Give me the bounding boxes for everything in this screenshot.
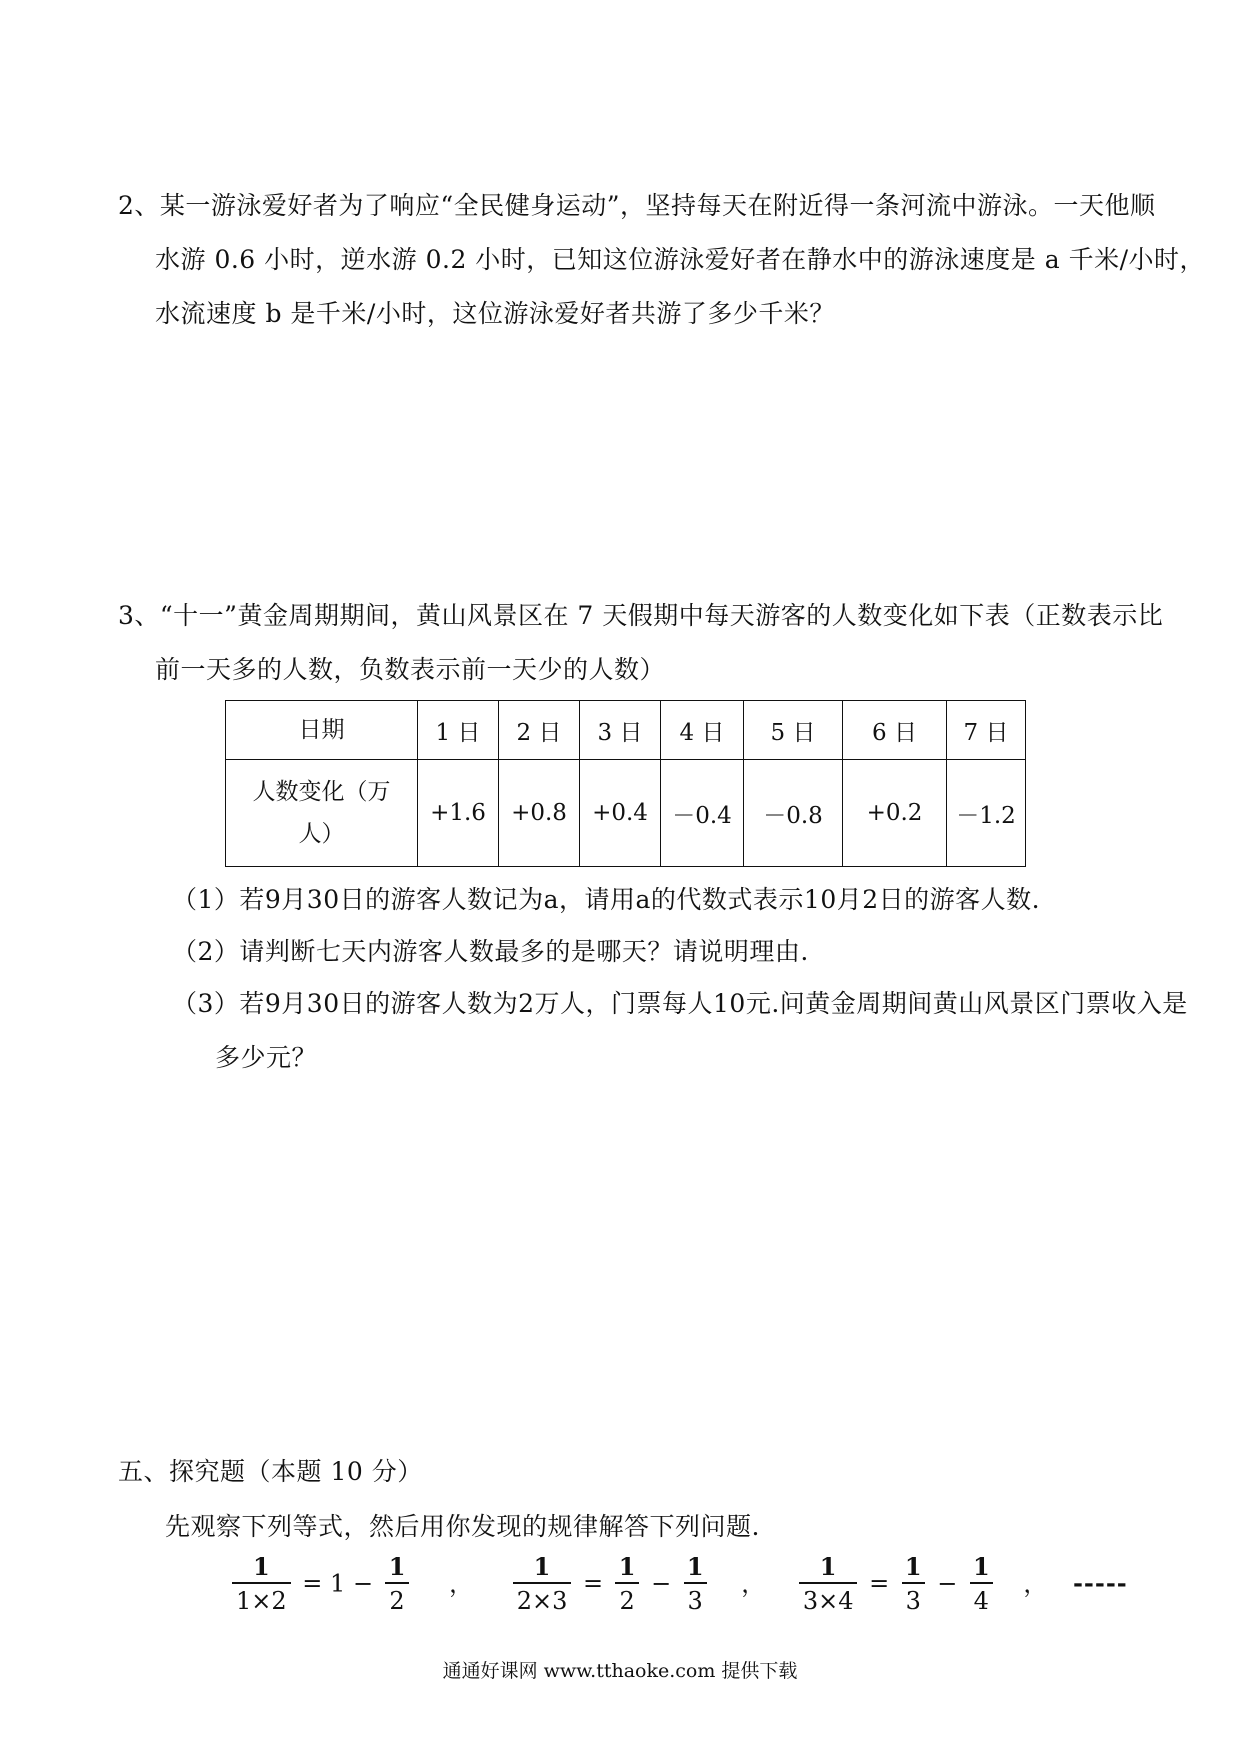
- table-cell-day: 6 日: [843, 701, 947, 760]
- table-row-changes: [226, 760, 1026, 867]
- q3-line-2: 前一天多的人数，负数表示前一天少的人数）: [155, 655, 666, 684]
- table-cell-day: 5 日: [744, 701, 843, 760]
- q3-sub-2: （2）请判断七天内游客人数最多的是哪天？请说明理由.: [172, 937, 809, 966]
- visitor-change-table: [225, 700, 1026, 867]
- section-5-title: 五、探究题（本题 10 分）: [118, 1457, 423, 1486]
- fraction: $\frac{1}{3}$: [683, 1552, 708, 1618]
- ellipsis: -----: [1072, 1568, 1128, 1598]
- q3-sub-3-line-1: （3）若9月30日的游客人数为2万人，门票每人10元.问黄金周期间黄山风景区门票收入是: [172, 989, 1188, 1018]
- table-cell-value: +1.6: [418, 760, 499, 867]
- equals-sign: =: [869, 1569, 890, 1598]
- comma: ，: [1023, 1569, 1048, 1598]
- fraction: $\frac{1}{2}$: [615, 1552, 640, 1618]
- table-cell-value: －1.2: [947, 760, 1026, 867]
- table-cell-value: +0.2: [843, 760, 947, 867]
- q2-line-1: 2、某一游泳爱好者为了响应“全民健身运动”，坚持每天在附近得一条河流中游泳。一天他顺: [118, 191, 1156, 220]
- q2-line-2: 水游 0.6 小时，逆水游 0.2 小时，已知这位游泳爱好者在静水中的游泳速度是 a 千米/小时，: [155, 245, 1206, 274]
- minus-sign: −: [651, 1569, 672, 1598]
- change-label-line-1: 人数变化（万: [252, 779, 391, 805]
- table-header-date: 日期: [226, 701, 418, 760]
- table-header-change: [226, 760, 418, 867]
- table-cell-day: 4 日: [661, 701, 744, 760]
- fraction: $\frac{1}{2}$: [385, 1552, 410, 1618]
- q3-line-1: 3、“十一”黄金周期期间，黄山风景区在 7 天假期中每天游客的人数变化如下表（正数表示比: [118, 601, 1164, 630]
- table-cell-day: 2 日: [499, 701, 580, 760]
- comma: ，: [449, 1569, 474, 1598]
- table-cell-day: 1 日: [418, 701, 499, 760]
- comma: ，: [741, 1569, 766, 1598]
- q2-line-3: 水流速度 b 是千米/小时，这位游泳爱好者共游了多少千米？: [155, 299, 835, 328]
- table-row-dates: [226, 701, 1026, 760]
- fraction: $\frac{1}{3}$: [901, 1552, 926, 1618]
- page-footer: 通通好课网 www.tthaoke.com 提供下载: [442, 1660, 798, 1682]
- table-cell-value: +0.8: [499, 760, 580, 867]
- change-label-line-2: 人）: [298, 821, 345, 847]
- table-cell-value: +0.4: [580, 760, 661, 867]
- term: 1: [330, 1569, 346, 1598]
- fraction: $\frac{1}{2\times 3}$: [513, 1552, 572, 1618]
- equals-sign: =: [302, 1569, 323, 1598]
- table-cell-value: －0.4: [661, 760, 744, 867]
- minus-sign: −: [937, 1569, 958, 1598]
- fraction: $\frac{1}{1\times 2}$: [232, 1552, 291, 1618]
- q3-sub-1: （1）若9月30日的游客人数记为a，请用a的代数式表示10月2日的游客人数.: [172, 885, 1041, 914]
- formula-row: [228, 1552, 1128, 1618]
- fraction: $\frac{1}{3\times 4}$: [799, 1552, 858, 1618]
- minus-sign: −: [352, 1569, 374, 1598]
- table-cell-day: 7 日: [947, 701, 1026, 760]
- table-cell-day: 3 日: [580, 701, 661, 760]
- fraction: $\frac{1}{4}$: [969, 1552, 994, 1618]
- q3-sub-3-line-2: 多少元？: [215, 1043, 318, 1072]
- table-cell-value: －0.8: [744, 760, 843, 867]
- section-5-intro: 先观察下列等式，然后用你发现的规律解答下列问题.: [165, 1512, 760, 1541]
- equals-sign: =: [583, 1569, 604, 1598]
